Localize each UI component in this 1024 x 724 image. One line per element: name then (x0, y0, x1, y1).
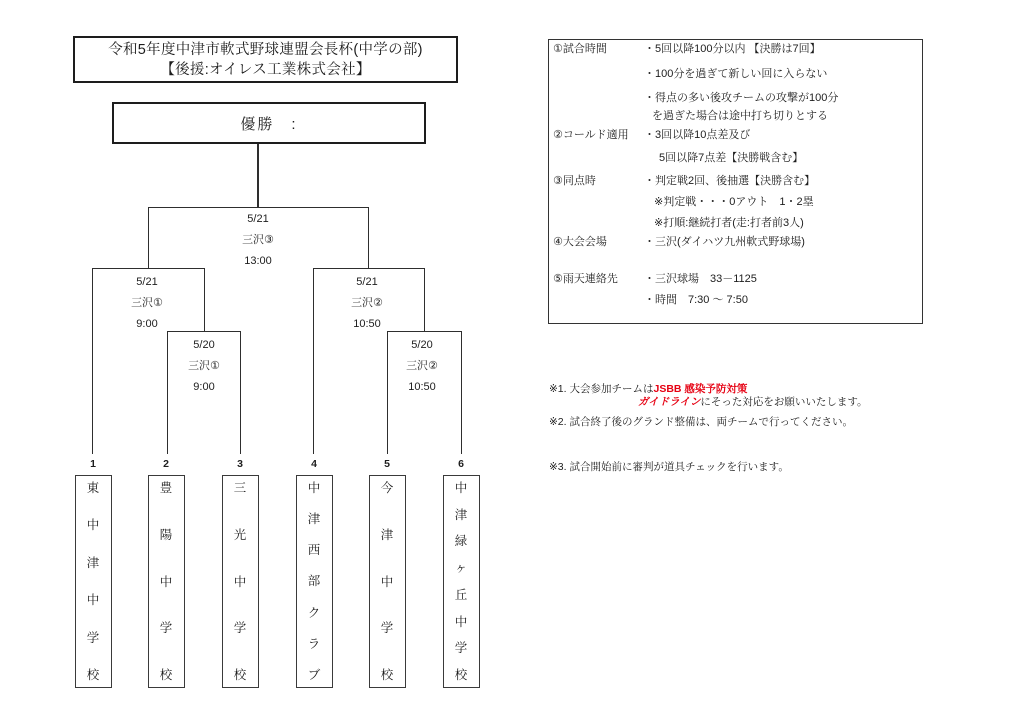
match-semileft-date: 5/21 (136, 276, 158, 288)
bracket-line-final-right-leg (368, 207, 369, 268)
team-name-char: 今 (380, 481, 394, 495)
bracket-line-semileft-horizontal (92, 268, 205, 269)
bracket-line-team5-leg (387, 331, 388, 454)
team-box (296, 475, 333, 688)
team-seed-number: 1 (90, 458, 96, 470)
rule-label-cold-game: ②コールド適用 (553, 129, 629, 141)
match-quarterleft-date: 5/20 (193, 339, 215, 351)
team-name-char: 津 (86, 555, 100, 570)
match-semileft-time: 9:00 (136, 318, 158, 330)
bracket-line-team3-leg (240, 331, 241, 454)
team-name-char: 校 (233, 668, 247, 682)
rule-label-game-time: ①試合時間 (553, 43, 607, 55)
team-entry (222, 458, 259, 688)
team-name-char: 学 (86, 630, 100, 645)
team-entry (369, 458, 406, 688)
rule-rain-contact-line1: ・三沢球場 33－1125 (644, 273, 757, 285)
bracket-line-final-left-leg (148, 207, 149, 268)
team-name-char: 中 (159, 574, 173, 589)
team-box (222, 475, 259, 688)
title-line-2: 【後援:オイレス工業株式会社】 (160, 61, 371, 78)
bracket-line-quarterleft-horizontal (167, 331, 241, 332)
rule-game-time-line3: ・得点の多い後攻チームの攻撃が100分 (644, 92, 839, 104)
title-box (73, 36, 458, 83)
team-name-char: 東 (86, 481, 100, 495)
bracket-line-quarterright-horizontal (387, 331, 462, 332)
rule-tie-game-line3: ※打順:継続打者(走:打者前3人) (654, 217, 804, 229)
note-1-prefix: ※1. 大会参加チームは (549, 383, 654, 395)
match-label-semi-right (351, 272, 383, 335)
match-final-time: 13:00 (244, 255, 272, 267)
team-name-char: 中 (307, 481, 321, 495)
team-name-char: ラ (307, 636, 321, 651)
match-semiright-venue: 三沢② (351, 297, 383, 309)
match-quarterright-date: 5/20 (411, 339, 433, 351)
match-quarterright-time: 10:50 (408, 381, 436, 393)
note-1-suffix: にそった対応をお願いいたします。 (700, 396, 868, 408)
team-seed-number: 6 (458, 458, 464, 470)
bracket-line-champion-stem (257, 144, 259, 207)
team-entry (148, 458, 185, 688)
team-name-char: 部 (307, 574, 321, 589)
team-name-char: 学 (380, 621, 394, 636)
rule-game-time-line4: を過ぎた場合は途中打ち切りとする (652, 110, 828, 122)
champion-label: 優勝 : (240, 115, 298, 133)
bracket-line-team6-leg (461, 331, 462, 454)
team-name-char: ク (307, 605, 321, 620)
rule-label-venue: ④大会会場 (553, 236, 607, 248)
note-3: ※3. 試合開始前に審判が道具チェックを行います。 (549, 461, 789, 473)
team-seed-number: 2 (163, 458, 169, 470)
rule-game-time-line2: ・100分を過ぎて新しい回に入らない (644, 68, 828, 80)
team-seed-number: 5 (384, 458, 390, 470)
bracket-line-semiright-horizontal (313, 268, 425, 269)
bracket-line-semileft-stem (204, 268, 205, 331)
team-name-char: 中 (86, 593, 100, 608)
match-semiright-date: 5/21 (356, 276, 378, 288)
team-name-char: 学 (159, 621, 173, 636)
team-name-char: 三 (233, 481, 247, 495)
match-semiright-time: 10:50 (353, 318, 381, 330)
rule-tie-game-line1: ・判定戦2回、後抽選【決勝含む】 (644, 175, 816, 187)
rule-venue-line1: ・三沢(ダイハツ九州軟式野球場) (644, 236, 805, 248)
team-box (443, 475, 480, 688)
match-final-date: 5/21 (247, 213, 269, 225)
team-entry (296, 458, 333, 688)
rule-tie-game-line2: ※判定戦・・・0アウト 1・2塁 (654, 196, 814, 208)
team-entry (443, 458, 480, 688)
team-entry (75, 458, 112, 688)
team-name-char: ブ (307, 667, 321, 682)
match-semileft-venue: 三沢① (131, 297, 163, 309)
team-name-char: ヶ (454, 561, 468, 576)
note-1-line-2 (638, 396, 868, 409)
title-line-1: 令和5年度中津市軟式野球連盟会長杯(中学の部) (108, 41, 423, 58)
champion-box (112, 102, 426, 144)
note-1-red-guideline: ガイドライン (638, 396, 701, 408)
note-2: ※2. 試合終了後のグランド整備は、両チームで行ってください。 (549, 416, 853, 428)
match-label-quarter-left (188, 335, 220, 398)
bracket-line-team4-leg (313, 268, 314, 454)
team-name-char: 学 (233, 621, 247, 636)
team-name-char: 豊 (159, 481, 173, 495)
rule-label-tie-game: ③同点時 (553, 175, 596, 187)
match-quarterleft-time: 9:00 (193, 381, 215, 393)
team-name-char: 津 (380, 527, 394, 542)
rule-cold-game-line2: 5回以降7点差【決勝戦含む】 (659, 152, 804, 164)
match-quarterleft-venue: 三沢① (188, 360, 220, 372)
note-1-line-1 (549, 383, 747, 396)
team-name-char: 学 (454, 641, 468, 656)
team-name-char: 緑 (454, 534, 468, 549)
team-box (148, 475, 185, 688)
team-name-char: 津 (454, 507, 468, 522)
team-seed-number: 4 (311, 458, 317, 470)
bracket-line-team1-leg (92, 268, 93, 454)
team-name-char: 津 (307, 512, 321, 527)
bracket-line-semiright-stem (424, 268, 425, 331)
rule-game-time-line1: ・5回以降100分以内 【決勝は7回】 (644, 43, 821, 55)
rule-label-rain-contact: ⑤雨天連絡先 (553, 273, 618, 285)
team-seed-number: 3 (237, 458, 243, 470)
team-name-char: 中 (380, 574, 394, 589)
team-name-char: 陽 (159, 527, 173, 542)
rule-cold-game-line1: ・3回以降10点差及び (644, 129, 751, 141)
match-label-semi-left (131, 272, 163, 335)
team-name-char: 中 (454, 614, 468, 629)
team-name-char: 校 (454, 667, 468, 682)
match-final-venue: 三沢③ (242, 234, 274, 246)
match-label-final (242, 209, 274, 272)
bracket-line-team2-leg (167, 331, 168, 454)
match-label-quarter-right (406, 335, 438, 398)
team-name-char: 校 (159, 668, 173, 682)
team-name-char: 光 (233, 527, 247, 542)
rule-rain-contact-line2: ・時間 7:30 ～ 7:50 (644, 294, 748, 306)
team-name-char: 中 (86, 518, 100, 533)
note-1-red-jsbb: JSBB 感染予防対策 (653, 383, 748, 395)
team-name-char: 西 (307, 543, 321, 558)
team-box (75, 475, 112, 688)
team-name-char: 校 (380, 668, 394, 682)
rules-box (548, 39, 923, 324)
team-name-char: 校 (86, 667, 100, 682)
match-quarterright-venue: 三沢② (406, 360, 438, 372)
bracket-line-final-horizontal (148, 207, 369, 208)
team-name-char: 中 (454, 481, 468, 495)
team-name-char: 中 (233, 574, 247, 589)
team-name-char: 丘 (454, 587, 468, 602)
team-box (369, 475, 406, 688)
